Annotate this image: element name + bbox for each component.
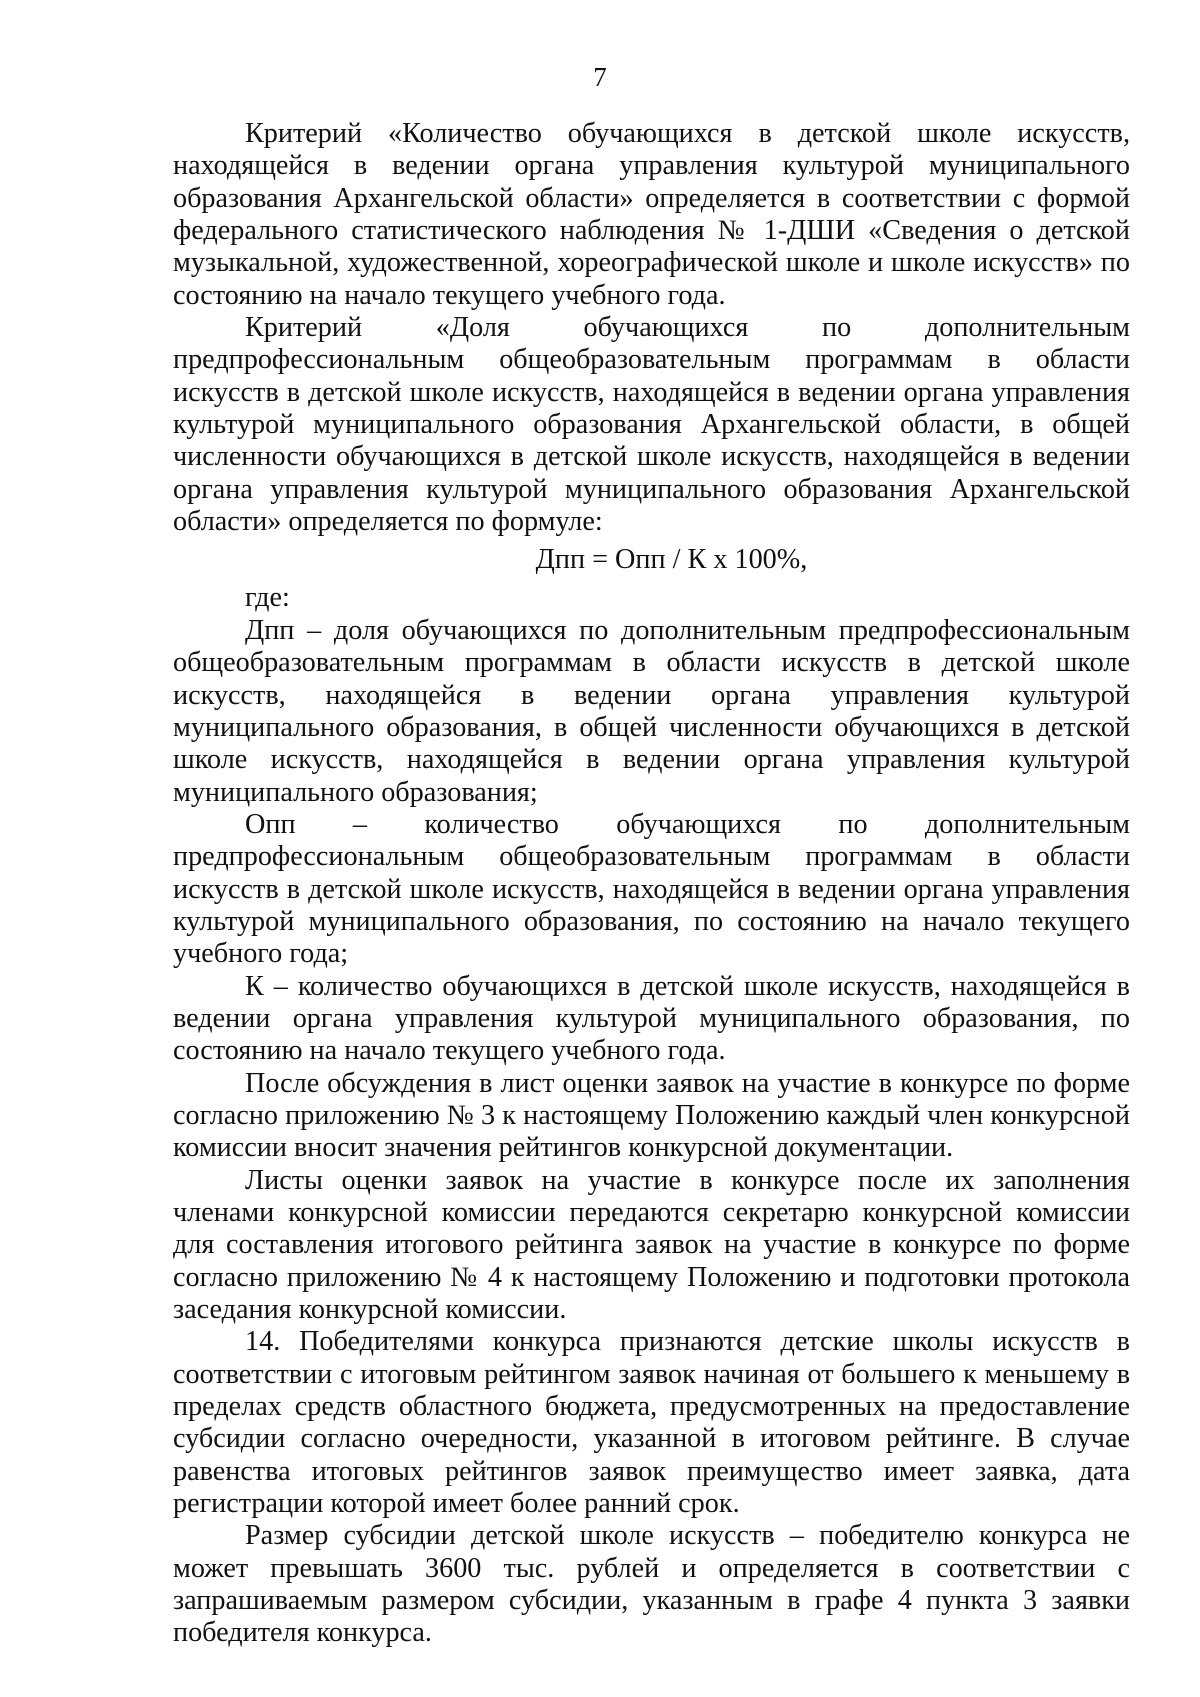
paragraph-subsidy-size: Размер субсидии детской школе искусств – победителю конкурса не может превышать 3600 тыс. рублей и определяется в соответствии с запрашиваемым размером субсидии, указанным в графе 4 пункта 3 заявки победителя конкурса. bbox=[173, 1520, 1130, 1649]
definition-opp: Опп – количество обучающихся по дополнительным предпрофессиональным общеобразовательным программам в области искусств в детской школе искусств, находящейся в ведении органа управления культурой муниципального образования, по состоянию на начало текущего учебного года; bbox=[173, 808, 1130, 970]
formula: Дпп = Опп / К х 100%, bbox=[535, 544, 808, 576]
page-number: 7 bbox=[593, 62, 607, 92]
paragraph-evaluation-transfer: Листы оценки заявок на участие в конкурсе после их заполнения членами конкурсной комиссии передаются секретарю конкурсной комиссии для составления итогового рейтинга заявок на участие в конкурсе по форме согласно приложению № 4 к настоящему Положению и подготовки протокола заседания конкурсной комиссии. bbox=[173, 1164, 1130, 1326]
paragraph-criterion-share: Критерий «Доля обучающихся по дополнительным предпрофессиональным общеобразовательным программам в области искусств в детской школе искусств, находящейся в ведении органа управления культурой муниципального образования Архангельской области, в общей численности обучающихся в детской школе искусств, находящейся в ведении органа управления культурой муниципального образования Архангельской области» определяется по формуле: bbox=[173, 312, 1130, 538]
definition-dpp: Дпп – доля обучающихся по дополнительным предпрофессиональным общеобразовательным программам в области искусств в детской школе искусств, находящейся в ведении органа управления культурой муниципального образования, в общей численности обучающихся в детской школе искусств, находящейся в ведении органа управления культурой муниципального образования; bbox=[173, 614, 1130, 808]
paragraph-evaluation-sheet: После обсуждения в лист оценки заявок на участие в конкурсе по форме согласно приложению № 3 к настоящему Положению каждый член конкурсной комиссии вносит значения рейтингов конкурсной документации. bbox=[173, 1067, 1130, 1164]
where-label: где: bbox=[245, 582, 290, 614]
paragraph-criterion-count: Критерий «Количество обучающихся в детской школе искусств, находящейся в ведении органа управления культурой муниципального образования Архангельской области» определяется в соответствии с формой федерального статистического наблюдения № 1-ДШИ «Сведения о детской музыкальной, художественной, хореографической школе и школе искусств» по состоянию на начало текущего учебного года. bbox=[173, 118, 1130, 311]
document-body bbox=[173, 118, 1130, 1650]
definition-k: К – количество обучающихся в детской школе искусств, находящейся в ведении органа управления культурой муниципального образования, по состоянию на начало текущего учебного года. bbox=[173, 970, 1130, 1067]
paragraph-winners: 14. Победителями конкурса признаются детские школы искусств в соответствии с итоговым рейтингом заявок начиная от большего к меньшему в пределах средств областного бюджета, предусмотренных на предоставление субсидии согласно очередности, указанной в итоговом рейтинге. В случае равенства итоговых рейтингов заявок преимущество имеет заявка, дата регистрации которой имеет более ранний срок. bbox=[173, 1326, 1130, 1520]
